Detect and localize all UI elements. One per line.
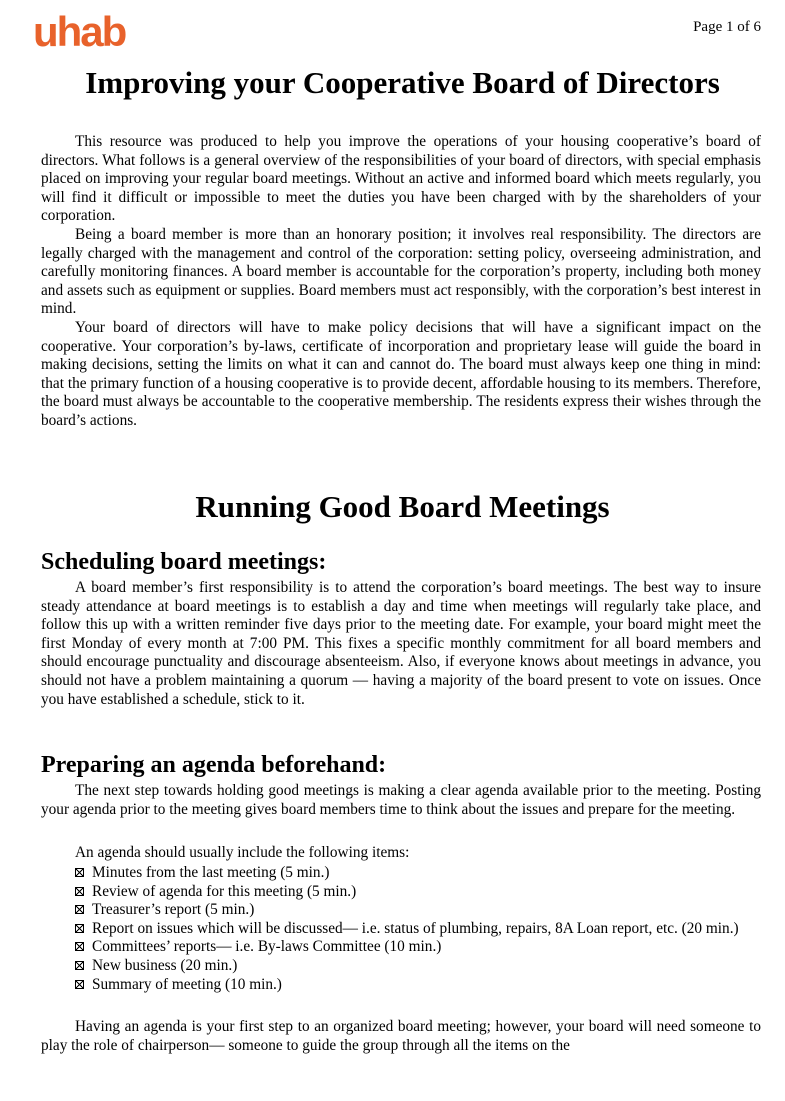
checkbox-bullet-icon	[75, 961, 84, 970]
uhab-logo	[33, 8, 126, 55]
checkbox-bullet-icon	[75, 980, 84, 989]
page-number: Page 1 of 6	[693, 19, 761, 35]
agenda-paragraph: The next step towards holding good meetings is making a clear agenda available prior to the meeting. Posting your agenda prior to the meeting gives board members time to think about the issues and prepare for the meeting.	[41, 782, 761, 818]
agenda-item-text: Committees’ reports— i.e. By-laws Committee (10 min.)	[92, 938, 442, 956]
intro-paragraph-2: Being a board member is more than an honorary position; it involves real responsibility. The directors are legally charged with the management and control of the corporation: setting policy, overseeing administration, and carefully monitoring finances. A board member is accountable for the corporation’s property, including both money and assets such as equipment or supplies. Board members must act responsibly, with the corporation’s best interest in mind.	[41, 225, 761, 318]
agenda-intro: An agenda should usually include the following items:	[75, 844, 410, 861]
agenda-item-text: New business (20 min.)	[92, 956, 238, 974]
agenda-item-text: Report on issues which will be discussed— i.e. status of plumbing, repairs, 8A Loan report, etc. (20 min.)	[92, 919, 739, 937]
agenda-item	[75, 901, 761, 920]
section-title: Running Good Board Meetings	[195, 489, 610, 524]
logo-text: uhab	[33, 8, 126, 55]
checkbox-bullet-icon	[75, 924, 84, 933]
agenda-item	[75, 976, 761, 995]
agenda-item	[75, 883, 761, 902]
agenda-item-text: Treasurer’s report (5 min.)	[92, 901, 255, 919]
checkbox-bullet-icon	[75, 868, 84, 877]
checkbox-bullet-icon	[75, 942, 84, 951]
agenda-heading: Preparing an agenda beforehand:	[41, 752, 387, 778]
intro-section	[41, 133, 761, 431]
agenda-item	[75, 920, 761, 939]
agenda-list	[75, 864, 761, 994]
agenda-item	[75, 938, 761, 957]
agenda-item-text: Minutes from the last meeting (5 min.)	[92, 864, 330, 881]
agenda-item-text: Summary of meeting (10 min.)	[92, 975, 282, 993]
agenda-closing-section	[41, 1018, 761, 1055]
scheduling-section	[41, 579, 761, 709]
agenda-item	[75, 957, 761, 976]
agenda-item-text: Review of agenda for this meeting (5 min.)	[92, 882, 357, 900]
scheduling-paragraph: A board member’s first responsibility is to attend the corporation’s board meetings. The best way to insure steady attendance at board meetings is to establish a day and time when meetings will regularly take place, and follow this up with a written reminder five days prior to the meeting date. For example, your board might meet the first Monday of every month at 7:00 PM. This fixes a specific monthly commitment for all board members and should encourage punctuality and discourage absenteeism. Also, if everyone knows about meetings in advance, you should not have a problem maintaining a quorum — having a majority of the board present to vote on issues. Once you have established a schedule, stick to it.	[41, 579, 761, 708]
page-title: Improving your Cooperative Board of Directors	[85, 65, 720, 100]
agenda-section	[41, 782, 761, 819]
checkbox-bullet-icon	[75, 887, 84, 896]
intro-paragraph-1: This resource was produced to help you improve the operations of your housing cooperative’s board of directors. What follows is a general overview of the responsibilities of your board of directors, with special emphasis placed on improving your regular board meetings. Without an active and informed board which meets regularly, you will find it difficult or impossible to meet the duties you have been charged with by the shareholders of your corporation.	[41, 133, 761, 225]
agenda-closing-paragraph: Having an agenda is your first step to an organized board meeting; however, your board will need someone to play the role of chairperson— someone to guide the group through all the items on the	[41, 1018, 761, 1054]
checkbox-bullet-icon	[75, 905, 84, 914]
intro-paragraph-3: Your board of directors will have to make policy decisions that will have a significant impact on the cooperative. Your corporation’s by-laws, certificate of incorporation and proprietary lease will guide the board in making decisions, setting the limits on what it can and cannot do. The board must always keep one thing in mind: that the primary function of a housing cooperative is to provide decent, affordable housing to its members. Therefore, the board must always be accountable to the cooperative membership. The residents express their wishes through the board’s actions.	[41, 318, 761, 429]
agenda-item	[75, 864, 761, 883]
scheduling-heading: Scheduling board meetings:	[41, 549, 327, 575]
